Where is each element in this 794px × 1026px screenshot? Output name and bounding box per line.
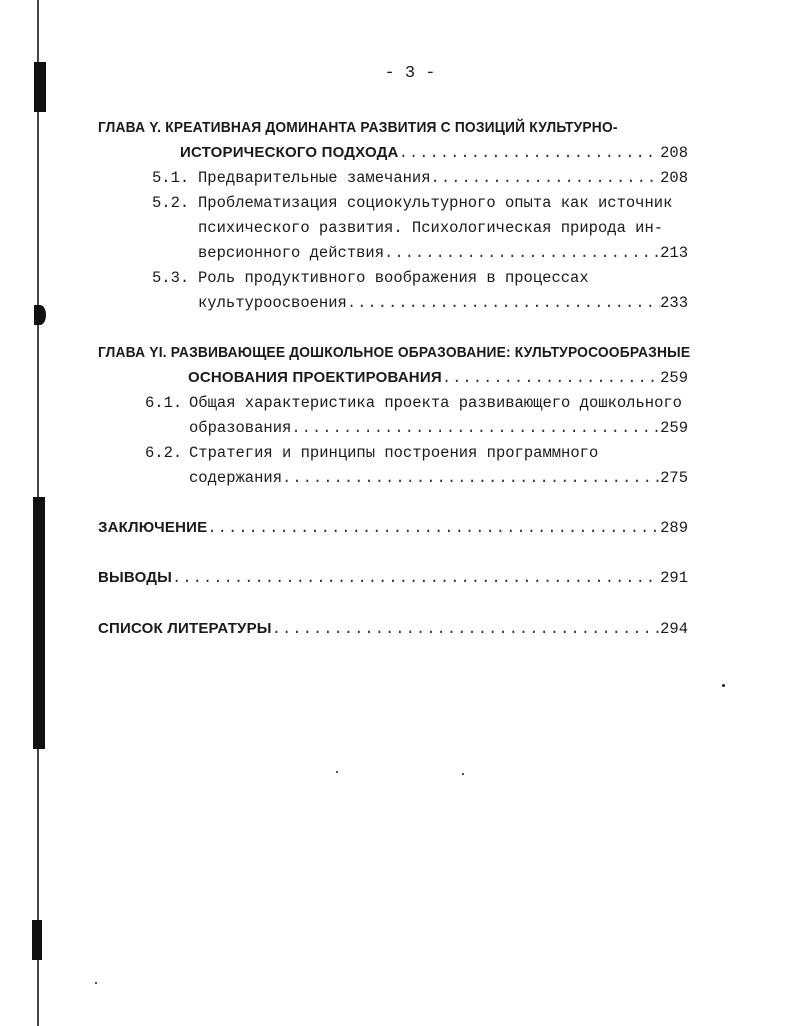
section-5-1-entry[interactable] — [152, 167, 688, 189]
dot-leader — [431, 167, 661, 189]
section-6-2-page: 275 — [660, 469, 688, 487]
conclusion-title: ЗАКЛЮЧЕНИЕ — [98, 519, 208, 536]
chapter-5-page: 208 — [660, 144, 688, 162]
section-number: 6.1. — [145, 394, 183, 412]
page-number: - 3 - — [384, 64, 436, 83]
section-5-3-title-line1 — [152, 267, 589, 289]
scan-speck — [95, 982, 97, 984]
chapter-6-title-line1: ГЛАВА YI. РАЗВИВАЮЩЕЕ ДОШКОЛЬНОЕ ОБРАЗОВАНИЕ: КУЛЬТУРОСООБРАЗНЫЕ — [98, 344, 691, 361]
chapter-5-entry[interactable] — [180, 142, 688, 164]
section-5-2-title-line2: психического развития. Психологическая природа ин- — [198, 219, 664, 237]
conclusion-page: 289 — [660, 519, 688, 537]
section-5-2-title-line1 — [152, 192, 672, 214]
dot-leader — [207, 517, 660, 539]
chapter-6-title-line2: ОСНОВАНИЯ ПРОЕКТИРОВАНИЯ — [188, 369, 442, 386]
section-6-2-title-line1 — [145, 442, 598, 464]
section-6-1-page: 259 — [660, 419, 688, 437]
dot-leader — [442, 367, 660, 389]
findings-page: 291 — [660, 569, 688, 587]
section-6-1-title-line2: образования — [189, 419, 292, 437]
scan-speck — [722, 684, 725, 687]
section-number: 6.2. — [145, 444, 183, 462]
conclusion-entry[interactable] — [98, 517, 688, 539]
section-6-2-title-line2: содержания — [189, 469, 283, 487]
section-6-2-text-line1: Стратегия и принципы построения программного — [189, 444, 599, 462]
section-number: 5.2. — [152, 194, 190, 212]
section-5-3-page: 233 — [660, 294, 688, 312]
section-6-1-title-line1 — [145, 392, 682, 414]
dot-leader — [272, 618, 660, 640]
section-6-1-entry[interactable] — [189, 417, 688, 439]
section-5-1-page: 208 — [660, 169, 688, 187]
section-6-1-text-line1: Общая характеристика проекта развивающего дошкольного — [189, 394, 682, 412]
chapter-6-entry[interactable] — [188, 367, 688, 389]
section-5-1-title: Предварительные замечания — [198, 169, 431, 187]
scan-speck — [462, 773, 464, 775]
section-5-2-title-line3: версионного действия — [198, 244, 385, 262]
scan-mark — [32, 920, 42, 960]
scan-mark — [34, 305, 46, 325]
section-number: 5.3. — [152, 269, 190, 287]
section-5-2-entry[interactable] — [198, 242, 688, 264]
dot-leader — [347, 292, 660, 314]
chapter-5-title-line1: ГЛАВА Y. КРЕАТИВНАЯ ДОМИНАНТА РАЗВИТИЯ С ПОЗИЦИЙ КУЛЬТУРНО- — [98, 119, 618, 136]
chapter-5-title-line2: ИСТОРИЧЕСКОГО ПОДХОДА — [180, 144, 399, 161]
section-5-3-entry[interactable] — [198, 292, 688, 314]
section-5-2-text-line1: Проблематизация социокультурного опыта как источник — [198, 194, 673, 212]
references-title: СПИСОК ЛИТЕРАТУРЫ — [98, 620, 272, 637]
findings-entry[interactable] — [98, 567, 688, 589]
section-5-3-title-line2: культуроосвоения — [198, 294, 347, 312]
section-5-3-text-line1: Роль продуктивного воображения в процессах — [198, 269, 589, 287]
dot-leader — [384, 242, 660, 264]
dot-leader — [282, 467, 660, 489]
findings-title: ВЫВОДЫ — [98, 569, 173, 586]
dot-leader — [399, 142, 661, 164]
section-5-2-page: 213 — [660, 244, 688, 262]
scan-speck — [336, 771, 338, 773]
section-number: 5.1. — [152, 169, 190, 187]
dot-leader — [291, 417, 660, 439]
dot-leader — [172, 567, 660, 589]
references-entry[interactable] — [98, 618, 688, 640]
scan-mark — [33, 497, 45, 749]
references-page: 294 — [660, 620, 688, 638]
section-6-2-entry[interactable] — [189, 467, 688, 489]
chapter-6-page: 259 — [660, 369, 688, 387]
